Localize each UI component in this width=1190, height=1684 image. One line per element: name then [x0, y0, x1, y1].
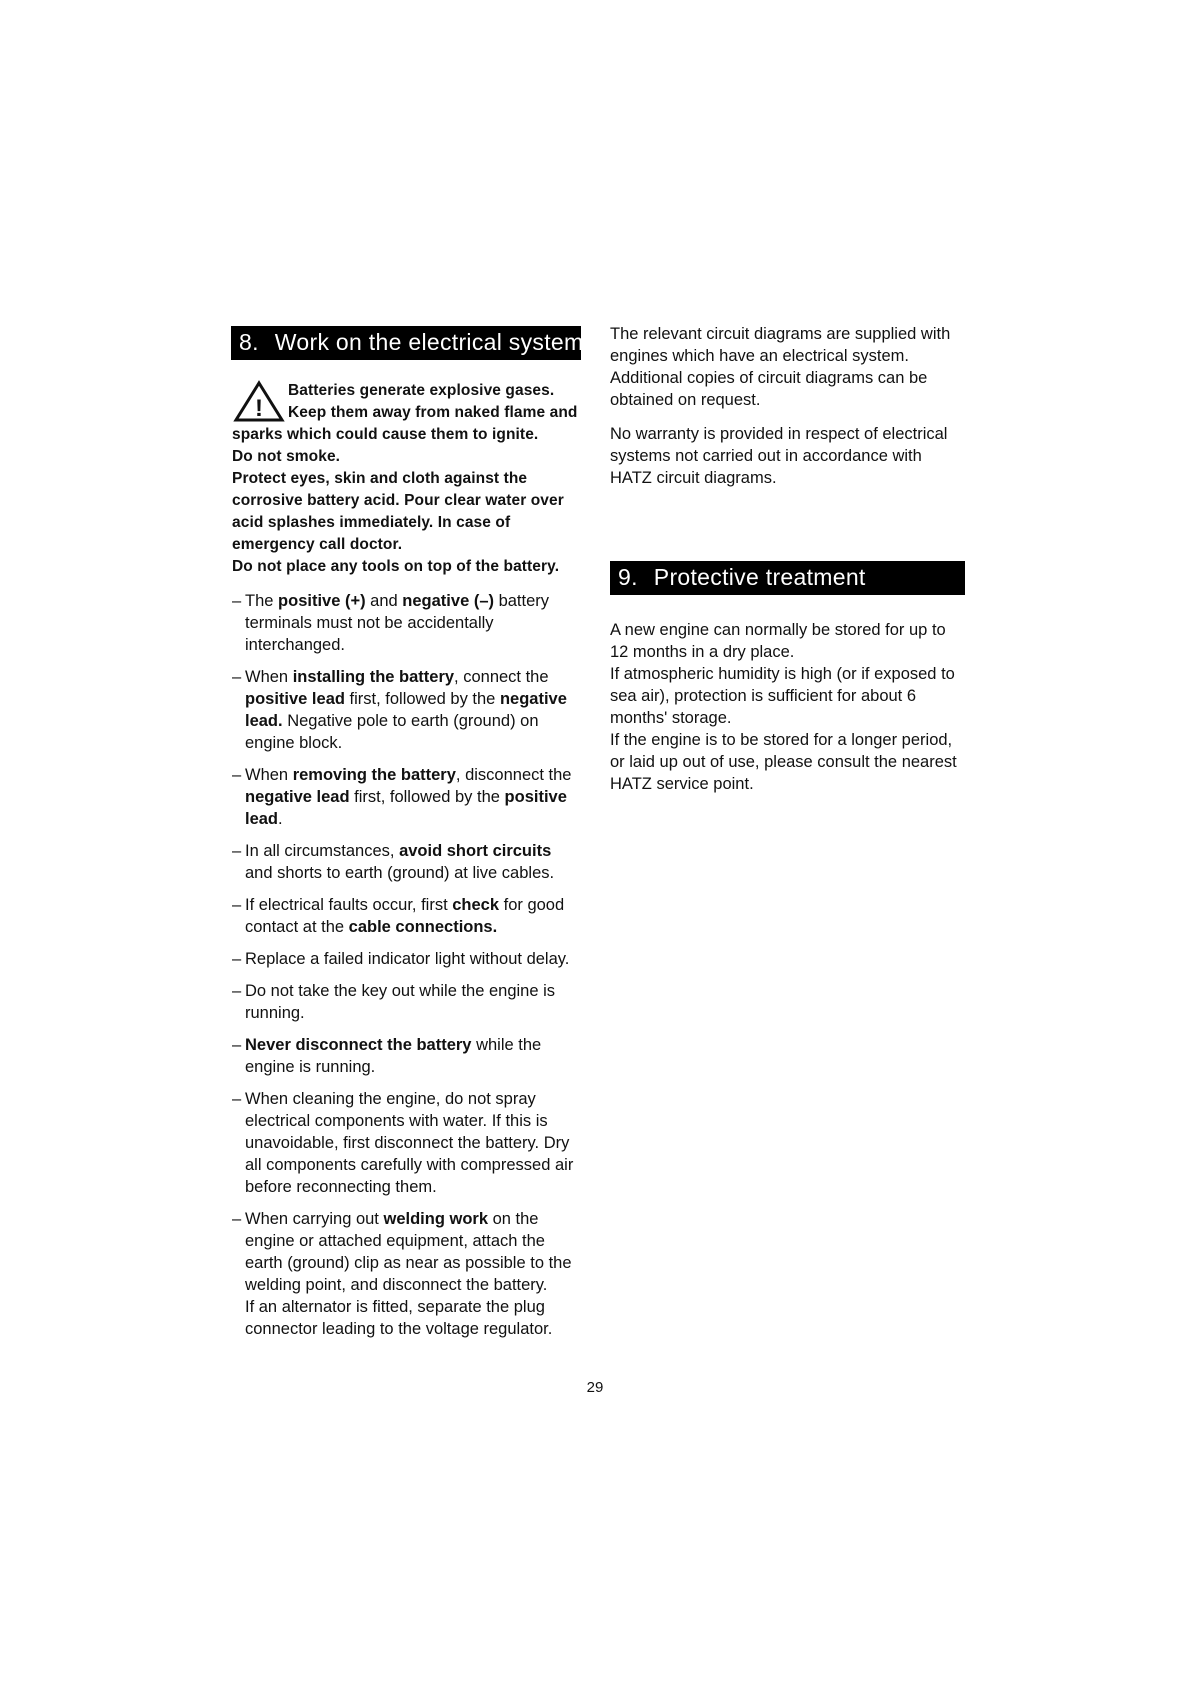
body-text: When carrying out: [245, 1210, 384, 1228]
body-text: When cleaning the engine, do not spray electrical components with water. If this is unavoidable, first disconnect the battery. Dry all components carefully with compressed air before reconnecting them.: [245, 1090, 574, 1196]
list-item: [232, 590, 582, 656]
svg-text:!: !: [254, 395, 264, 422]
list-item: [232, 894, 582, 938]
body-text: When: [245, 668, 293, 686]
protective-treatment-body: [610, 619, 965, 795]
body-text: .: [278, 810, 283, 828]
list-item: [232, 980, 582, 1024]
warning-line-3: Do not smoke.: [232, 448, 341, 465]
emphasis-text: avoid short circuits: [399, 842, 552, 860]
warning-line-1: Batteries generate explosive gases.: [288, 382, 555, 399]
body-text: , disconnect the: [455, 766, 572, 784]
right-column: [610, 323, 965, 795]
body-text: If an alternator is fitted, separate the plug connector leading to the voltage regulator.: [245, 1298, 553, 1338]
warning-line-4: Protect eyes, skin and cloth against the corrosive battery acid. Pour clear water over acid splashes immediately. In case of emergency call doctor.: [232, 470, 564, 553]
emphasis-text: negative (–): [402, 592, 494, 610]
electrical-instructions-list: [232, 590, 582, 1340]
body-text: and: [365, 592, 403, 610]
battery-warning: [232, 380, 582, 578]
warranty-text: No warranty is provided in respect of electrical systems not carried out in accordance with HATZ circuit diagrams.: [610, 425, 948, 487]
emphasis-text: removing the battery: [292, 766, 456, 784]
emphasis-text: check: [452, 896, 500, 914]
storage-long-text: If the engine is to be stored for a longer period, or laid up out of use, please consult the nearest HATZ service point.: [610, 731, 957, 793]
section-8-number: 8.: [239, 329, 259, 355]
body-text: for good contact at the: [245, 896, 565, 936]
body-text: and shorts to earth (ground) at live cables.: [245, 864, 555, 882]
emphasis-text: positive lead: [245, 788, 567, 828]
emphasis-text: negative lead.: [245, 690, 567, 730]
warning-line-2: Keep them away from naked flame and sparks which could cause them to ignite.: [232, 404, 578, 443]
body-text: When: [245, 766, 293, 784]
body-text: first, followed by the: [349, 788, 505, 806]
emphasis-text: welding work: [383, 1210, 488, 1228]
warning-line-5: Do not place any tools on top of the battery.: [232, 558, 560, 575]
list-item: [232, 666, 582, 754]
emphasis-text: positive (+): [278, 592, 366, 610]
body-text: The: [245, 592, 279, 610]
section-9-title: Protective treatment: [653, 564, 866, 590]
section-9-heading: [610, 561, 965, 595]
section-8-heading: [231, 326, 584, 360]
body-text: while the engine is running.: [245, 1036, 542, 1076]
body-text: Replace a failed indicator light without delay.: [245, 950, 570, 968]
circuit-diagrams-paragraph: [610, 323, 965, 411]
list-item: [232, 1034, 582, 1078]
emphasis-text: cable connections.: [348, 918, 498, 936]
body-text: on the engine or attached equipment, attach the earth (ground) clip as near as possible to the welding point, and disconnect the battery.: [245, 1210, 572, 1294]
warranty-paragraph: [610, 423, 965, 489]
section-9-number: 9.: [618, 564, 638, 590]
storage-dry-text: A new engine can normally be stored for up to 12 months in a dry place.: [610, 621, 946, 661]
list-item: [232, 948, 582, 970]
page-number: 29: [586, 1379, 604, 1396]
list-item: [232, 764, 582, 830]
list-item: [232, 1088, 582, 1198]
circuit-diagrams-text: The relevant circuit diagrams are supplied with engines which have an electrical system. Additional copies of circuit diagrams can be obtained on request.: [610, 325, 951, 409]
body-text: first, followed by the: [344, 690, 500, 708]
body-text: Negative pole to earth (ground) on engine block.: [245, 712, 539, 752]
left-column: [232, 326, 582, 1350]
emphasis-text: Never disconnect the battery: [245, 1036, 472, 1054]
list-item: [232, 1208, 582, 1340]
emphasis-text: installing the battery: [292, 668, 455, 686]
warning-triangle-icon: [232, 380, 286, 424]
emphasis-text: negative lead: [245, 788, 350, 806]
section-8-title: Work on the electrical system: [274, 329, 584, 355]
body-text: Do not take the key out while the engine is running.: [245, 982, 556, 1022]
body-text: If electrical faults occur, first: [245, 896, 453, 914]
body-text: In all circumstances,: [245, 842, 400, 860]
body-text: battery terminals must not be accidentally interchanged.: [245, 592, 550, 654]
body-text: , connect the: [454, 668, 549, 686]
list-item: [232, 840, 582, 884]
emphasis-text: positive lead: [245, 690, 345, 708]
storage-humidity-text: If atmospheric humidity is high (or if exposed to sea air), protection is sufficient for about 6 months' storage.: [610, 665, 955, 727]
